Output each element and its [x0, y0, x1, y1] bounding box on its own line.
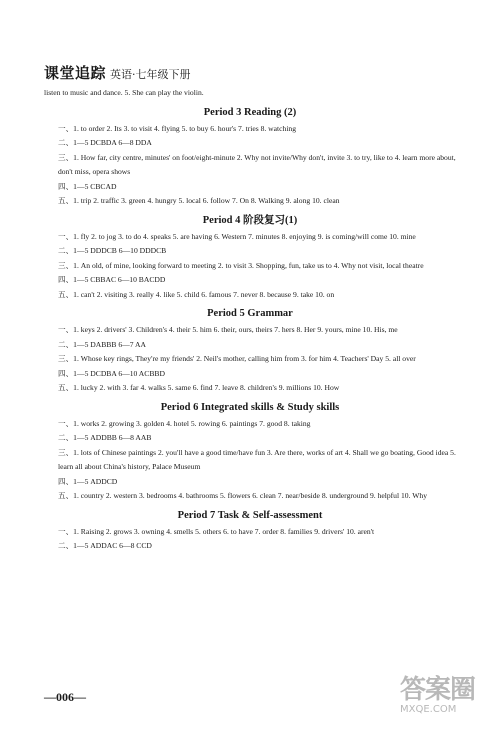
answer-content [44, 86, 456, 554]
p6-section-2: 二、1—5 ADDBB 6—8 AAB [58, 433, 152, 442]
p5-section-2: 二、1—5 DABBB 6—7 AA [58, 339, 146, 349]
subject-label: 英语·七年级下册 [110, 68, 191, 81]
p3-section-5: 五、1. trip 2. traffic 3. green 4. hungry 5. local 6. follow 7. On 8. Walking 9. along 10. clean [58, 196, 340, 205]
page-number: —006— [44, 690, 86, 704]
p6-section-3: 三、1. lots of Chinese paintings 2. you'll have a good time/have fun 3. Are there, works of art 4. Shall we go boating, Good idea 5. learn all about China's history, Palace Museum [58, 447, 456, 471]
intro-line: listen to music and dance. 5. She can play the violin. [44, 88, 204, 97]
p4-section-2: 二、1—5 DDDCB 6—10 DDDCB [58, 246, 167, 255]
p5-section-4: 四、1—5 DCDBA 6—10 ACBBD [58, 368, 165, 378]
p5-section-1: 一、1. keys 2. drivers' 3. Children's 4. their 5. him 6. their, ours, theirs 7. hers 8. Her 9. yours, mine 10. His, me [58, 325, 398, 334]
p7-section-1: 一、1. Raising 2. grows 3. owning 4. smells 5. others 6. to have 7. order 8. families 9. drivers' 10. aren't [58, 526, 375, 536]
p3-section-2: 二、1—5 DCBDA 6—8 DDA [58, 138, 152, 147]
p3-section-3: 三、1. How far, city centre, minutes' on foot/eight-minute 2. Why not invite/Why don't, invite 3. to try, like to 4. learn more about, don't miss, opera shows [58, 152, 456, 176]
watermark-text: 答案圈 [400, 675, 476, 705]
p3-section-4: 四、1—5 CBCAD [58, 181, 117, 191]
period-3-title: Period 3 Reading (2) [203, 106, 297, 118]
watermark-logo [400, 676, 486, 722]
p3-section-1: 一、1. to order 2. Its 3. to visit 4. flying 5. to buy 6. hour's 7. tries 8. watching [58, 123, 297, 133]
p4-section-3: 三、1. An old, of mine, looking forward to meeting 2. to visit 3. Shopping, fun, take us to 4. Why not visit, local theatre [58, 260, 424, 270]
period-4-title: Period 4 阶段复习(1) [202, 214, 298, 226]
period-6-title: Period 6 Integrated skills & Study skills [160, 401, 340, 413]
p6-section-5: 五、1. country 2. western 3. bedrooms 4. bathrooms 5. flowers 6. clean 7. near/beside 8. underground 9. helpful 10. Why [58, 491, 427, 500]
p6-section-4: 四、1—5 ADDCD [58, 476, 118, 486]
p5-section-3: 三、1. Whose key rings, They're my friends' 2. Neil's mother, calling him from 3. for him 4. Teachers' Day 5. all over [58, 354, 416, 363]
brand-logo: 课堂追踪 [44, 64, 107, 82]
p6-section-1: 一、1. works 2. growing 3. golden 4. hotel 5. rowing 6. paintings 7. good 8. taking [58, 418, 311, 428]
p7-section-2: 二、1—5 ADDAC 6—8 CCD [58, 541, 152, 550]
period-7-title: Period 7 Task & Self-assessment [177, 509, 323, 521]
p4-section-4: 四、1—5 CBBAC 6—10 BACDD [58, 275, 166, 284]
page-header [44, 62, 191, 83]
p4-section-5: 五、1. can't 2. visiting 3. really 4. like 5. child 6. famous 7. never 8. because 9. take 10. on [58, 289, 335, 299]
p5-section-5: 五、1. lucky 2. with 3. far 4. walks 5. same 6. find 7. leave 8. children's 9. millions 10. How [58, 383, 340, 392]
p4-section-1: 一、1. fly 2. to jog 3. to do 4. speaks 5. are having 6. Western 7. minutes 8. enjoying 9. is coming/will come 10. mine [58, 231, 416, 241]
watermark-url: MXQE.COM [400, 704, 457, 715]
period-5-title: Period 5 Grammar [207, 308, 293, 319]
